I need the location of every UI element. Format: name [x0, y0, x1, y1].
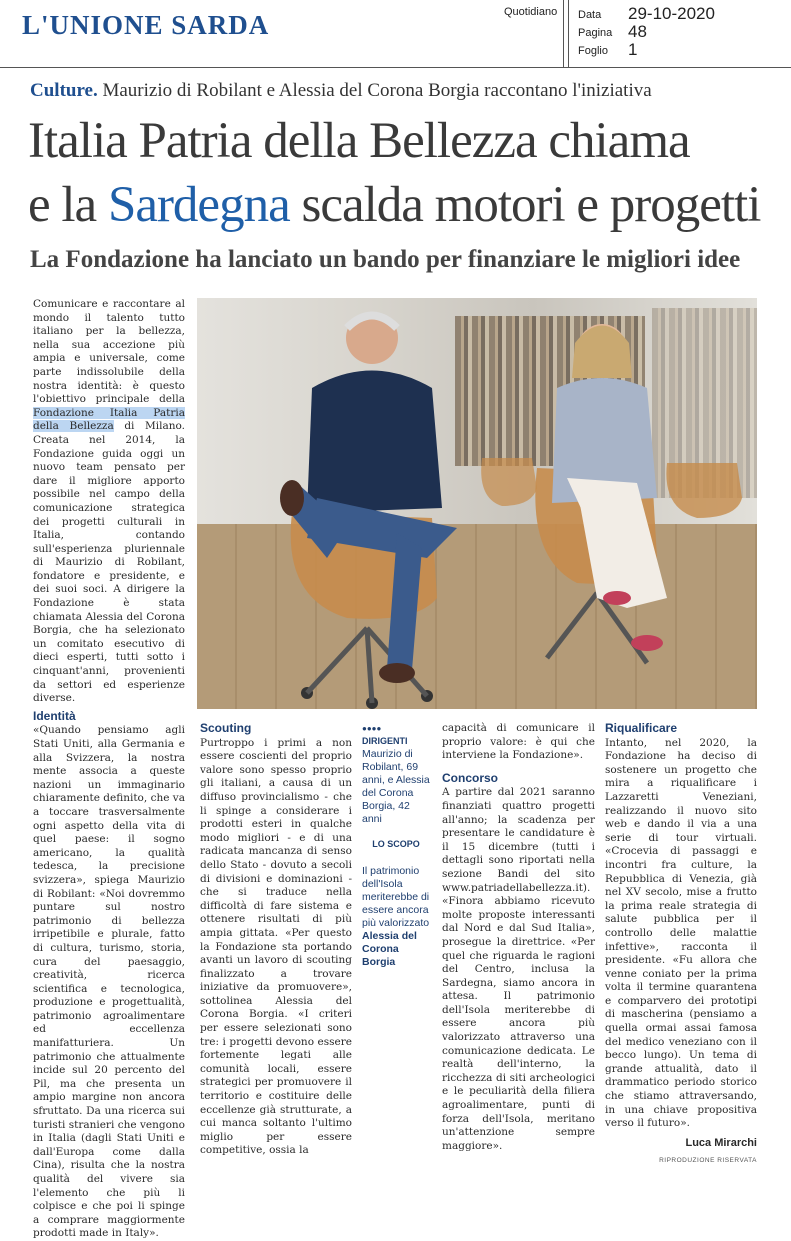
headline-line-1: Italia Patria della Bellezza chiama: [28, 113, 690, 169]
deck-subtitle: La Fondazione ha lanciato un bando per finanziare le migliori idee: [30, 246, 741, 273]
masthead-logo: L'UNIONE SARDA: [22, 10, 270, 40]
subhead-scouting: Scouting: [200, 721, 252, 735]
col4-paragraph: Intanto, nel 2020, la Fondazione ha deciso di sostenere un progetto che mira a riqualificare i Lazzaretti Veneziani, realizzando il nuovo sito web e dando il via a una serie di tour virtuali. «Crocevia di passaggi e incontri fra culture, la Repubblica di Venezia, già nel XV secolo, mise a frutto la prima reale strategia di salute pubblica per il controllo delle malattie infettive», racconta il presidente. «Fu allora che venne coniato per la prima volta il termine quarantena e comparvero dei prototipi di mascherina (pensiamo a quella ormai assai famosa del medico veneziano con il becco lungo). Un tema di grande attualità, dato il drammatico periodo storico che stiamo attraversando, in una chiave propositiva verso il futuro».: [605, 736, 757, 1130]
column-3: [442, 722, 595, 1153]
author-signature: Luca Mirarchi: [685, 1136, 757, 1149]
col3-paragraph: A partire dal 2021 saranno finanziati quattro progetti all'anno; la scadenza per presentare le candidature è il 15 dicembre (tutti i dettagli sono riportati nella sezione Bandi del sito www.patriadellabellezza.it). «Finora abbiamo ricevuto molte proposte interessanti dal Nord e dal Sud Italia», prosegue la direttrice. «Per quel che riguarda le ragioni del Centro, inclusa la Sardegna, siamo ancora in attesa. Il patrimonio dell'Isola meriterebbe di essere ancora più valorizzato attraverso una comunicazione dedicata. Le realtà dell'interno, la ricchezza di siti archeologici e le peculiarità della filiera agroalimentare, punti di forza dell'Isola, meritano un'attenzione sempre maggiore».: [442, 786, 595, 1152]
col3-continuation: capacità di comunicare il proprio valore: è qui che interviene la Fondazione».: [442, 722, 595, 762]
source-type: Quotidiano: [504, 6, 558, 18]
column-4: [605, 722, 757, 1168]
kicker-text: Maurizio di Robilant e Alessia del Corona Borgia raccontano l'iniziativa: [102, 80, 652, 101]
highlighted-foundation-name: Fondazione Italia Patria della Bellezza: [33, 406, 185, 433]
page-label: Pagina: [578, 27, 613, 39]
kicker: [30, 80, 652, 102]
caption-text: Maurizio di Robilant, 69 anni, e Alessia del Corona Borgia, 42 anni: [362, 748, 430, 825]
col1-paragraph-2: «Quando pensiamo agli Stati Uniti, alla Germania e alla Svizzera, la nostra mente associa a queste nazioni un immaginario chiaramente definito, che va a toccare trasversalmente ogni aspetto della vita di quel paese: il sogno americano, la qualità tedesca, la precisione svizzera», spiega Maurizio di Robilant: «Noi dovremmo puntare sul nostro patrimonio di bellezza irripetibile e plurale, fatto di cultura, turismo, storia, cura del paesaggio, creatività, ricerca scientifica e tecnologica, produzione e progettualità, patrimonio agroalimentare ed eccellenza manifatturiera. Un patrimonio che attualmente incide sul 20 percento del Pil, ma che presenta un ampio margine non ancora sfruttato. Da una ricerca sui turisti stranieri che vengono in Italia (dagli Stati Uniti e dall'Europa come dalla Cina), risulta che la nostra qualità del vivere sia l'elemento che più li colpisce e che poi li spinge a comprare maggiormente prodotti made in Italy».: [33, 724, 185, 1240]
col2-paragraph: Purtroppo i primi a non essere coscienti del proprio valore sono spesso proprio gli italiani, a causa di un diffuso provincialismo - che li spinge a considerare i prodotti esteri in qualche modo migliori - e di una radicata mancanza di senso dello Stato - dovuto a secoli di divisioni e dominazioni - che si traduce nella difficoltà di fare sistema e ottenere risultati di più ampia gittata. «Per questo la Fondazione sta portando avanti un lavoro di scouting finalizzato a trovare iniziative da promuovere», sottolinea Alessia del Corona Borgia. «I criteri per essere selezionati sono tre: i progetti devono essere fortemente legati alle comunità locali, essere strategici per promuovere il territorio e costituire delle eccellenze già strutturate, a cui manca soltanto l'ultimo miglio per essere competitive, ossia la: [200, 736, 352, 1157]
page-value: 48: [628, 22, 647, 41]
quote-box-text: Il patrimonio dell'Isola meriterebbe di essere ancora più valorizzato: [362, 865, 430, 929]
header-divider-2: [568, 0, 569, 67]
photo-caption: [362, 722, 430, 969]
sheet-label: Foglio: [578, 45, 608, 57]
col1-text-a: Comunicare e raccontare al mondo il talento tutto italiano per la bellezza, nella sua accezione più ampia e universale, come parte indissolubile della nostra identità: è questo l'obiettivo principale della: [33, 298, 185, 406]
subhead-concorso: Concorso: [442, 770, 499, 785]
sheet-value: 1: [628, 40, 638, 59]
header-rule: [0, 67, 791, 68]
photo-directors: [197, 298, 757, 709]
col1-paragraph-1: [33, 298, 185, 706]
column-1: [33, 298, 185, 1241]
date-label: Data: [578, 9, 602, 21]
kicker-section: Culture.: [30, 80, 98, 101]
quote-box-title-text: LO SCOPO: [372, 839, 420, 849]
column-2: [200, 722, 352, 1158]
subhead-riqualificare: Riqualificare: [605, 721, 678, 735]
headline-line-2: [28, 178, 760, 232]
caption-label: DIRIGENTI: [362, 736, 408, 746]
caption-dots: ●●●●: [362, 724, 382, 733]
headline-post: scalda motori e progetti: [289, 177, 761, 233]
date-value: 29-10-2020: [628, 4, 715, 23]
headline-pre: e la: [28, 177, 108, 233]
quote-box-title: [362, 838, 430, 851]
copyright-note: RIPRODUZIONE RISERVATA: [659, 1157, 757, 1165]
subhead-identita: Identità: [33, 708, 76, 723]
col1-text-b: di Milano. Creata nel 2014, la Fondazione guida oggi un nuovo team pensato per dare il migliore apporto possibile nel campo della comunicazione strategica dei progetti culturali in Italia, contando sull'esperienza pluriennale di Maurizio di Robilant, fondatore e presidente, e dei suoi soci. A dirigere la Fondazione è stata chiamata Alessia del Corona Borgia, che ha selezionato un comitato esecutivo di dieci esperti, tutti sotto i cinquant'anni, provenienti da settori ed esperienze diverse.: [33, 420, 185, 705]
headline-highlight: Sardegna: [107, 177, 290, 233]
quote-box-name: Alessia del Corona Borgia: [362, 930, 417, 968]
header-divider: [563, 0, 564, 67]
